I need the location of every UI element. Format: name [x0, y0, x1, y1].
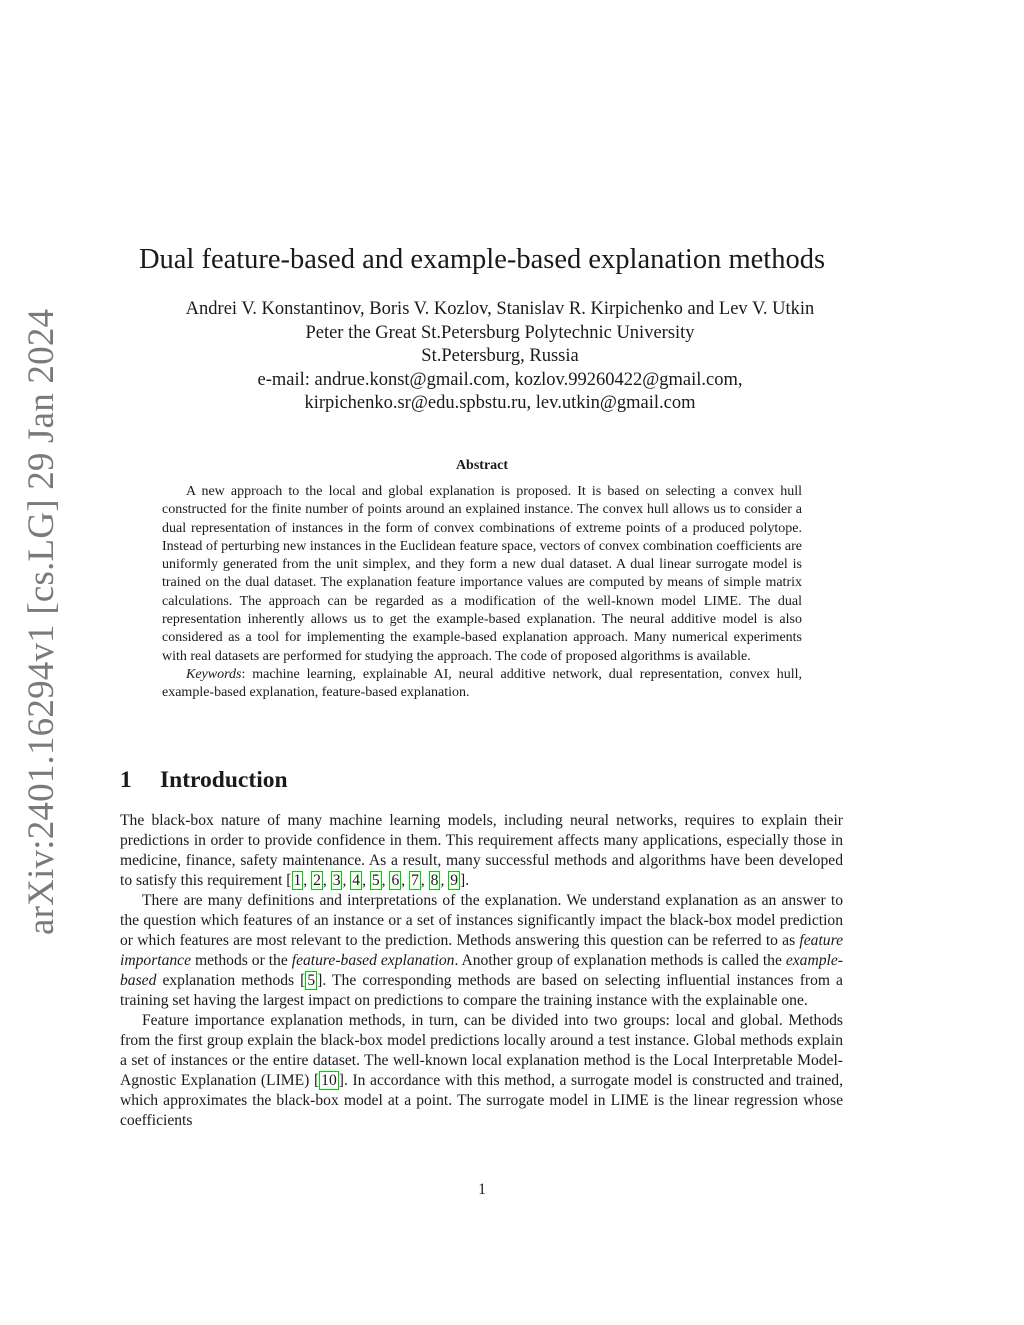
keywords-text: : machine learning, explainable AI, neural additive network, dual representation, convex hull, example-based explanation, feature-based explanation.	[162, 666, 802, 701]
section-heading	[120, 767, 288, 794]
section-number: 1	[120, 767, 132, 793]
paragraph-2	[120, 891, 843, 1011]
abstract-heading: Abstract	[455, 458, 509, 473]
arxiv-identifier: arXiv:2401.16294v1 [cs.LG] 29 Jan 2024	[21, 308, 62, 935]
citation-link[interactable]: 1	[293, 872, 302, 889]
affiliation: Peter the Great St.Petersburg Polytechnic University	[305, 322, 695, 343]
citation-link[interactable]: 3	[332, 872, 341, 889]
emails-line-1: e-mail: andrue.konst@gmail.com, kozlov.99260422@gmail.com,	[257, 369, 743, 390]
paragraph-2-text: . Another group of explanation methods is called the	[454, 952, 786, 969]
paragraph-3	[120, 1011, 843, 1131]
paragraph-3-text: ]. In accordance with this method, a surrogate model is constructed and trained, which approximates the black-box model at a point. The surrogate model in LIME is the linear regression whose coefficients	[120, 1072, 843, 1129]
citation-link[interactable]: 6	[391, 872, 400, 889]
abstract-text: A new approach to the local and global explanation is proposed. It is based on selecting a convex hull constructed for the finite number of points around an explained instance. The convex hull allows us to consider a dual representation of instances in the form of convex combinations of extreme points of a produced polytope. Instead of perturbing new instances in the Euclidean feature space, vectors of convex combination coefficients are uniformly generated from the unit simplex, and they form a new dual dataset. A dual linear surrogate model is trained on the dual dataset. The explanation feature importance values are computed by means of simple matrix calculations. The approach can be regarded as a modification of the well-known model LIME. The dual representation inherently allows us to get the example-based explanation. The neural additive model is also considered as a tool for implementing the example-based explanation approach. Many numerical experiments with real datasets are performed for studying the approach. The code of proposed algorithms is available.	[162, 484, 802, 664]
paragraph-2-text: There are many definitions and interpretations of the explanation. We understand explanation as an answer to the question which features of an instance or a set of instances significantly impact the black-box model prediction or which features are most relevant to the prediction. Methods answering this question can be referred to as	[120, 892, 843, 949]
paper-title: Dual feature-based and example-based explanation methods	[138, 244, 826, 275]
page-number: 1	[478, 1181, 486, 1198]
keywords	[162, 666, 802, 703]
author-names: Andrei V. Konstantinov, Boris V. Kozlov, Stanislav R. Kirpichenko and Lev V. Utkin	[185, 299, 815, 319]
citation-link[interactable]: 10	[321, 1072, 337, 1089]
paragraph-1-end: ].	[460, 872, 470, 889]
emphasis: example-based	[120, 952, 843, 989]
paragraph-1-text: The black-box nature of many machine learning models, including neural networks, requires to explain their predictions in order to provide confidence in them. This requirement affects many applications, especially those in medicine, finance, safety maintenance. As a result, many successful methods and algorithms have been developed to satisfy this requirement [	[120, 812, 843, 889]
citation-link[interactable]: 9	[450, 872, 459, 889]
emails-line-2: kirpichenko.sr@edu.spbstu.ru, lev.utkin@gmail.com	[304, 393, 696, 413]
citation-link[interactable]: 5	[307, 972, 316, 989]
abstract	[162, 483, 802, 703]
body-text	[120, 811, 843, 1131]
author-block	[120, 298, 880, 416]
emphasis: feature importance	[120, 932, 843, 969]
paragraph-2-text: ]. The corresponding methods are based on selecting influential instances from a training set having the largest impact on predictions to compare the training instance with the explainable one.	[120, 972, 843, 1009]
emphasis: feature-based explanation	[291, 952, 455, 969]
citation-link[interactable]: 2	[313, 872, 321, 889]
citation-link[interactable]: 4	[352, 872, 361, 889]
citation-link[interactable]: 8	[430, 872, 439, 889]
keywords-label: Keywords	[186, 666, 242, 682]
paragraph-3-text: Feature importance explanation methods, in turn, can be divided into two groups: local and global. Methods from the first group explain the black-box model predictions locally around a test instance. Global methods explain a set of instances or the entire dataset. The well-known local explanation method is the Local Interpretable Model-Agnostic Explanation (LIME) [	[120, 1012, 843, 1089]
location: St.Petersburg, Russia	[421, 346, 579, 366]
citation-link[interactable]: 5	[371, 872, 380, 889]
paragraph-2-text: explanation methods [	[156, 972, 306, 989]
section-title: Introduction	[160, 767, 288, 793]
paragraph-1: The black-box nature of many machine learning models, including neural networks, requires to explain their predictions in order to provide confidence in them. This requirement affects many applications, especially those in medicine, finance, safety maintenance. As a result, many successful methods and algorithms have been developed to satisfy this requirement [ 1 , 2 , 3 , 4 , 5 , 6 , 7 , 8 , 9 ].	[120, 812, 843, 889]
citation-link[interactable]: 7	[411, 872, 419, 889]
paragraph-2-text: methods or the	[191, 952, 292, 969]
